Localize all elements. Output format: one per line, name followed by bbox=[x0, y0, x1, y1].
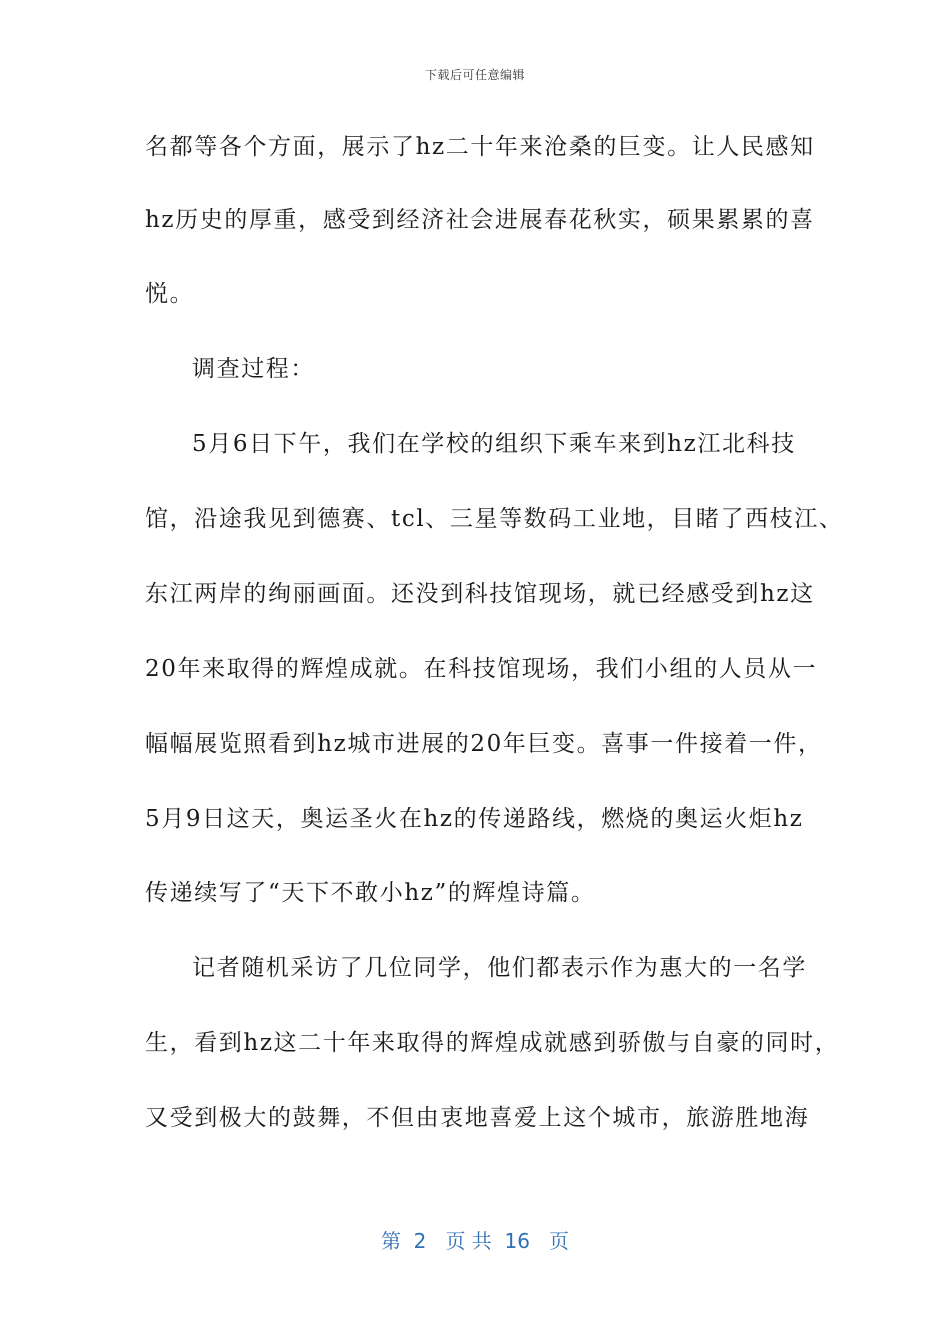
paragraph-line: 馆，沿途我见到德赛、tcl、三星等数码工业地，目睹了西枝江、 bbox=[145, 506, 844, 532]
paragraph-line: 又受到极大的鼓舞，不但由衷地喜爱上这个城市，旅游胜地海 bbox=[145, 1105, 810, 1131]
paragraph-line: hz历史的厚重，感受到经济社会进展春花秋实，硕果累累的喜 bbox=[145, 207, 815, 233]
paragraph-line: 5月6日下午，我们在学校的组织下乘车来到hz江北科技 bbox=[192, 431, 796, 457]
paragraph-line: 幅幅展览照看到hz城市进展的20年巨变。喜事一件接着一件， bbox=[145, 731, 823, 757]
paragraph-line: 传递续写了“天下不敢小hz”的辉煌诗篇。 bbox=[145, 880, 596, 906]
paragraph-line: 生，看到hz这二十年来取得的辉煌成就感到骄傲与自豪的同时， bbox=[145, 1030, 840, 1056]
paragraph-line: 名都等各个方面，展示了hz二十年来沧桑的巨变。让人民感知 bbox=[145, 134, 815, 160]
page-header: 下载后可任意编辑 bbox=[424, 68, 525, 82]
section-heading: 调查过程： bbox=[192, 356, 315, 382]
paragraph-line: 5月9日这天，奥运圣火在hz的传递路线，燃烧的奥运火炬hz bbox=[145, 806, 804, 832]
paragraph-line: 悦。 bbox=[145, 281, 195, 307]
page-number-footer: 第 2 页 共 16 页 bbox=[380, 1229, 570, 1253]
paragraph-line: 东江两岸的绚丽画面。还没到科技馆现场，就已经感受到hz这 bbox=[145, 581, 815, 607]
paragraph-line: 20年来取得的辉煌成就。在科技馆现场，我们小组的人员从一 bbox=[145, 656, 818, 682]
paragraph-line: 记者随机采访了几位同学，他们都表示作为惠大的一名学 bbox=[192, 955, 807, 981]
